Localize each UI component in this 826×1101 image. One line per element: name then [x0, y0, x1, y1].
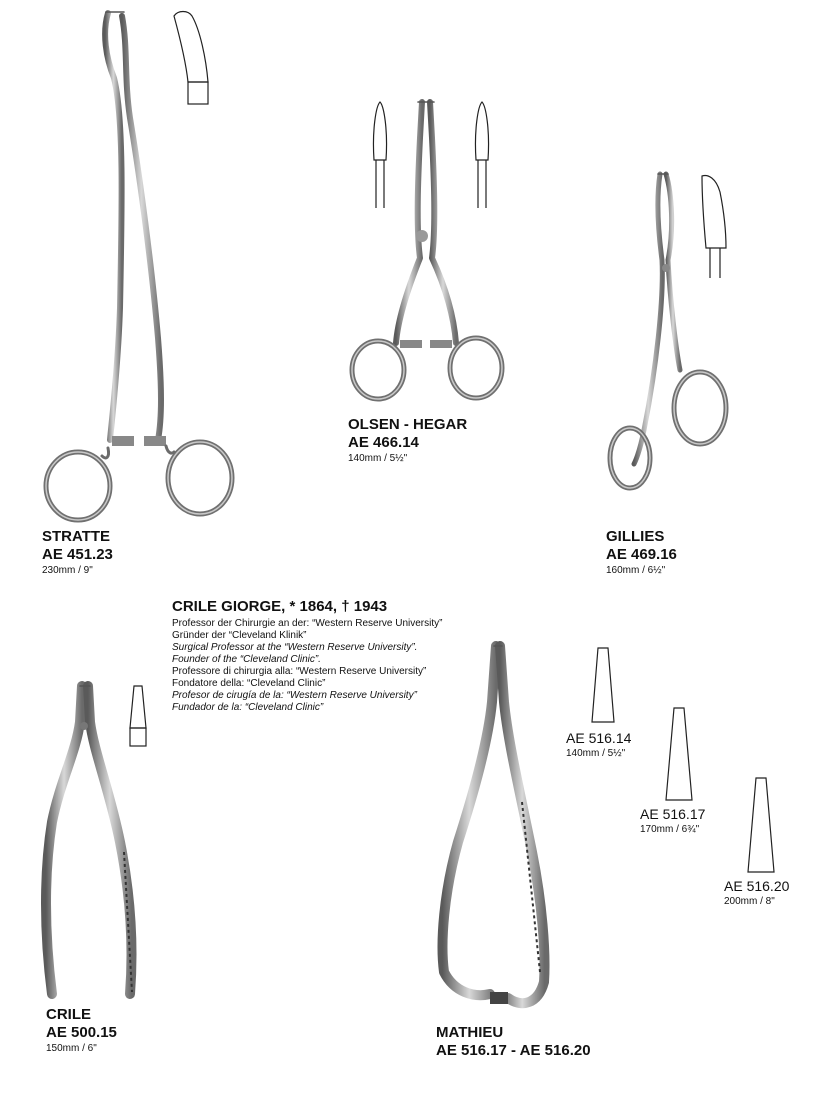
- olsen-hegar-jaw-detail-right-icon: [472, 100, 492, 210]
- biography-title: CRILE GIORGE, * 1864, † 1943: [172, 598, 388, 615]
- mathieu-instrument-icon: [434, 642, 564, 1017]
- biography-line: Profesor de cirugía de la: “Western Reserve University”: [172, 690, 417, 701]
- biography-line: Fondatore della: “Cleveland Clinic”: [172, 678, 326, 689]
- stratte-name: STRATTE: [42, 528, 111, 545]
- olsen-hegar-size: 140mm / 5½": [348, 453, 408, 464]
- biography-line: Founder of the “Cleveland Clinic”.: [172, 654, 321, 665]
- mathieu-variant-516-20: [724, 878, 789, 908]
- olsen-hegar-name: OLSEN - HEGAR: [348, 416, 468, 433]
- mathieu-variant-516-17: [640, 806, 705, 836]
- crile-label: [46, 1006, 117, 1055]
- biography-line: Fundador de la: “Cleveland Clinic”: [172, 702, 324, 713]
- biography-line: Professore di chirurgia alla: “Western Reserve University”: [172, 666, 427, 677]
- mathieu-jaw-detail-516-17-icon: [664, 706, 694, 802]
- variant-size: 200mm / 8": [724, 896, 775, 907]
- olsen-hegar-label: [348, 416, 467, 465]
- gillies-jaw-detail-icon: [696, 172, 730, 280]
- crile-jaw-detail-icon: [126, 684, 150, 750]
- mathieu-jaw-detail-516-20-icon: [746, 776, 776, 874]
- olsen-hegar-code: AE 466.14: [348, 434, 419, 451]
- stratte-jaw-detail-icon: [168, 8, 212, 106]
- variant-code: AE 516.14: [566, 730, 632, 746]
- biography-line: Surgical Professor at the “Western Reserve University”.: [172, 642, 418, 653]
- mathieu-label: [436, 1024, 591, 1060]
- variant-code: AE 516.20: [724, 878, 790, 894]
- mathieu-name: MATHIEU: [436, 1024, 504, 1041]
- biography-block: [172, 598, 442, 714]
- stratte-code: AE 451.23: [42, 546, 113, 563]
- variant-size: 170mm / 6¾": [640, 824, 700, 835]
- gillies-code: AE 469.16: [606, 546, 677, 563]
- gillies-size: 160mm / 6½": [606, 565, 666, 576]
- olsen-hegar-jaw-detail-left-icon: [370, 100, 390, 210]
- stratte-size: 230mm / 9": [42, 565, 93, 576]
- gillies-name: GILLIES: [606, 528, 665, 545]
- gillies-label: [606, 528, 677, 577]
- crile-code: AE 500.15: [46, 1024, 117, 1041]
- mathieu-jaw-detail-516-14-icon: [590, 646, 616, 724]
- biography-line: Gründer der “Cleveland Klinik”: [172, 630, 307, 641]
- stratte-instrument-icon: [40, 8, 250, 523]
- crile-name: CRILE: [46, 1006, 91, 1023]
- variant-code: AE 516.17: [640, 806, 706, 822]
- stratte-label: [42, 528, 113, 577]
- variant-size: 140mm / 5½": [566, 748, 626, 759]
- mathieu-code: AE 516.17 - AE 516.20: [436, 1042, 591, 1059]
- crile-size: 150mm / 6": [46, 1043, 97, 1054]
- mathieu-variant-516-14: [566, 730, 631, 760]
- biography-line: Professor der Chirurgie an der: “Western Reserve University”: [172, 618, 443, 629]
